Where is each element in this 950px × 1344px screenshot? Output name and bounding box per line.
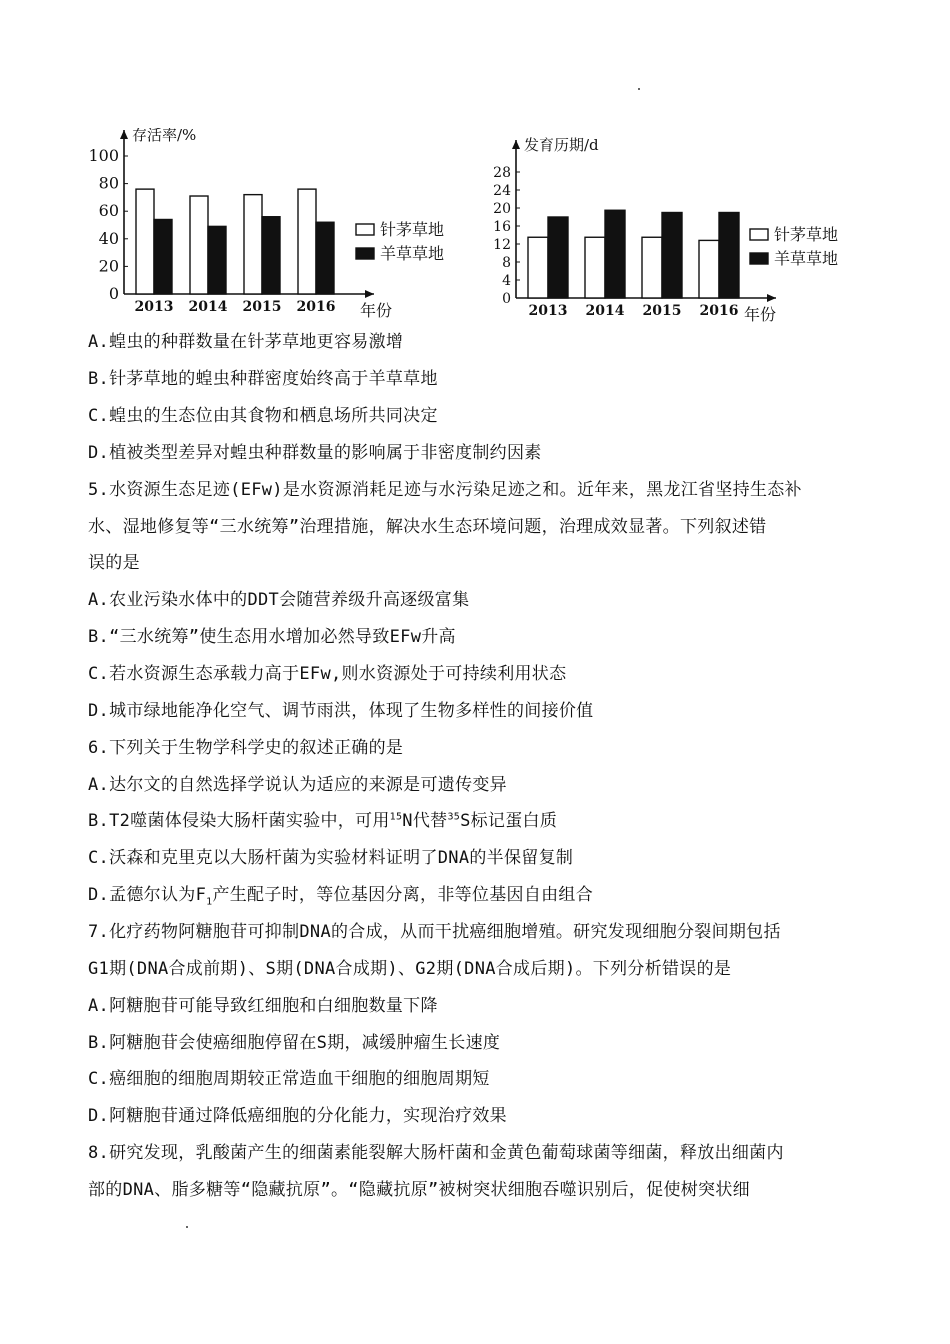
legend-label-2: 羊草草地 [380,244,445,263]
y-axis-arrow [120,130,128,139]
legend-swatch-1 [750,229,768,240]
q4-option-d: D.植被类型差异对蝗虫种群数量的影响属于非密度制约因素 [88,443,542,463]
bar-series-2 [605,210,625,298]
x-tick-label: 2014 [585,303,625,319]
y-tick-label: 0 [502,291,511,307]
scan-speck-bottom [186,1226,188,1228]
legend-label-2: 羊草草地 [774,249,839,268]
bar-series-2 [719,213,739,299]
q6-option-d [88,880,593,907]
q7-option-d: D.阿糖胞苷通过降低癌细胞的分化能力，实现治疗效果 [88,1106,507,1126]
bar-series-1 [190,196,208,294]
q5-stem-line-3: 误的是 [88,553,140,573]
q6-option-b [88,806,557,831]
q5-option-d: D.城市绿地能净化空气、调节雨洪，体现了生物多样性的间接价值 [88,701,594,721]
y-tick-label: 20 [493,201,511,217]
q7-option-c: C.癌细胞的细胞周期较正常造血干细胞的细胞周期短 [88,1069,490,1089]
survival-rate-chart [84,128,474,328]
x-tick-label: 2014 [188,299,228,315]
legend-label-1: 针茅草地 [774,225,839,244]
q6-stem: 6.下列关于生物学科学史的叙述正确的是 [88,738,404,758]
y-tick-label: 0 [108,284,119,303]
y-tick-label: 100 [88,146,119,165]
q5-stem-line-2: 水、湿地修复等“三水统筹”治理措施，解决水生态环境问题，治理成效显著。下列叙述错 [88,517,767,537]
q5-option-b: B.“三水统筹”使生态用水增加必然导致EFw升高 [88,627,456,647]
survival-rate-svg [84,128,474,328]
q8-stem-line-2: 部的DNA、脂多糖等“隐藏抗原”。“隐藏抗原”被树突状细胞吞噬识别后，促使树突状细 [88,1180,750,1200]
y-tick-label: 24 [493,183,511,199]
y-tick-label: 20 [98,256,119,276]
x-axis-arrow [365,290,374,298]
q6-b-isotope-35: 35 [447,811,461,823]
q6-d-text-1: D.孟德尔认为F [88,885,207,905]
q5-option-c: C.若水资源生态承载力高于EFw,则水资源处于可持续利用状态 [88,664,567,684]
y-tick-label: 28 [493,165,511,181]
y-tick-label: 80 [98,173,119,193]
q5-stem-line-1: 5.水资源生态足迹(EFw)是水资源消耗足迹与水污染足迹之和。近年来，黑龙江省坚持生态补 [88,480,802,500]
q7-option-a: A.阿糖胞苷可能导致红细胞和白细胞数量下降 [88,996,438,1016]
q7-option-b: B.阿糖胞苷会使癌细胞停留在S期，减缓肿瘤生长速度 [88,1033,501,1053]
legend-swatch-2 [356,248,374,259]
q6-b-text-3: S标记蛋白质 [460,811,558,831]
legend-swatch-2 [750,253,768,264]
bar-series-2 [662,213,682,299]
q4-option-b: B.针茅草地的蝗虫种群密度始终高于羊草草地 [88,369,438,389]
bar-series-1 [244,195,262,294]
y-tick-label: 16 [493,219,511,235]
y-axis-label: 发育历期/d [524,136,599,154]
bar-series-2 [316,222,334,294]
y-tick-label: 12 [493,237,511,253]
bar-series-2 [548,217,568,298]
bar-series-1 [298,189,316,294]
bar-series-1 [528,237,548,298]
x-tick-label: 2013 [528,303,568,319]
bar-series-1 [136,189,154,294]
q6-d-text-2: 产生配子时，等位基因分离，非等位基因自由组合 [212,885,594,905]
y-axis-label: 存活率/% [132,128,197,144]
q5-option-a: A.农业污染水体中的DDT会随营养级升高逐级富集 [88,590,470,610]
q6-d-subscript: 1 [206,896,213,908]
bar-series-1 [585,237,605,298]
x-axis-arrow [767,294,776,302]
y-tick-label: 8 [502,255,511,271]
x-tick-label: 2015 [242,299,282,315]
x-tick-label: 2016 [296,299,336,315]
y-axis-arrow [512,140,520,149]
x-tick-label: 2013 [134,299,174,315]
q8-stem-line-1: 8.研究发现，乳酸菌产生的细菌素能裂解大肠杆菌和金黄色葡萄球菌等细菌，释放出细菌内 [88,1143,784,1163]
y-tick-label: 4 [502,273,511,289]
bar-series-1 [642,237,662,298]
q6-option-c: C.沃森和克里克以大肠杆菌为实验材料证明了DNA的半保留复制 [88,848,574,868]
q7-stem-line-2: G1期(DNA合成前期)、S期(DNA合成期)、G2期(DNA合成后期)。下列分析错误的是 [88,959,732,979]
q6-b-text-2: N代替 [402,811,448,831]
scan-speck [638,88,640,90]
development-period-chart [484,136,864,332]
bar-series-2 [208,226,226,294]
q4-option-c: C.蝗虫的生态位由其食物和栖息场所共同决定 [88,406,438,426]
x-tick-label: 2016 [699,303,739,319]
bar-series-2 [154,219,172,294]
bar-series-1 [699,240,719,298]
bar-series-2 [262,217,280,294]
y-tick-label: 40 [98,228,119,248]
q6-b-text-1: B.T2噬菌体侵染大肠杆菌实验中，可用 [88,811,390,831]
q4-option-a: A.蝗虫的种群数量在针茅草地更容易激增 [88,332,404,352]
legend-swatch-1 [356,224,374,235]
q6-option-a: A.达尔文的自然选择学说认为适应的来源是可遗传变异 [88,775,507,795]
q6-b-isotope-15: 15 [389,811,403,823]
y-tick-label: 60 [98,201,119,221]
development-period-svg [484,136,864,332]
legend-label-1: 针茅草地 [380,220,445,239]
x-axis-label: 年份 [744,305,777,324]
x-tick-label: 2015 [642,303,682,319]
x-axis-label: 年份 [360,301,393,320]
q7-stem-line-1: 7.化疗药物阿糖胞苷可抑制DNA的合成，从而干扰癌细胞增殖。研究发现细胞分裂间期包括 [88,922,781,942]
